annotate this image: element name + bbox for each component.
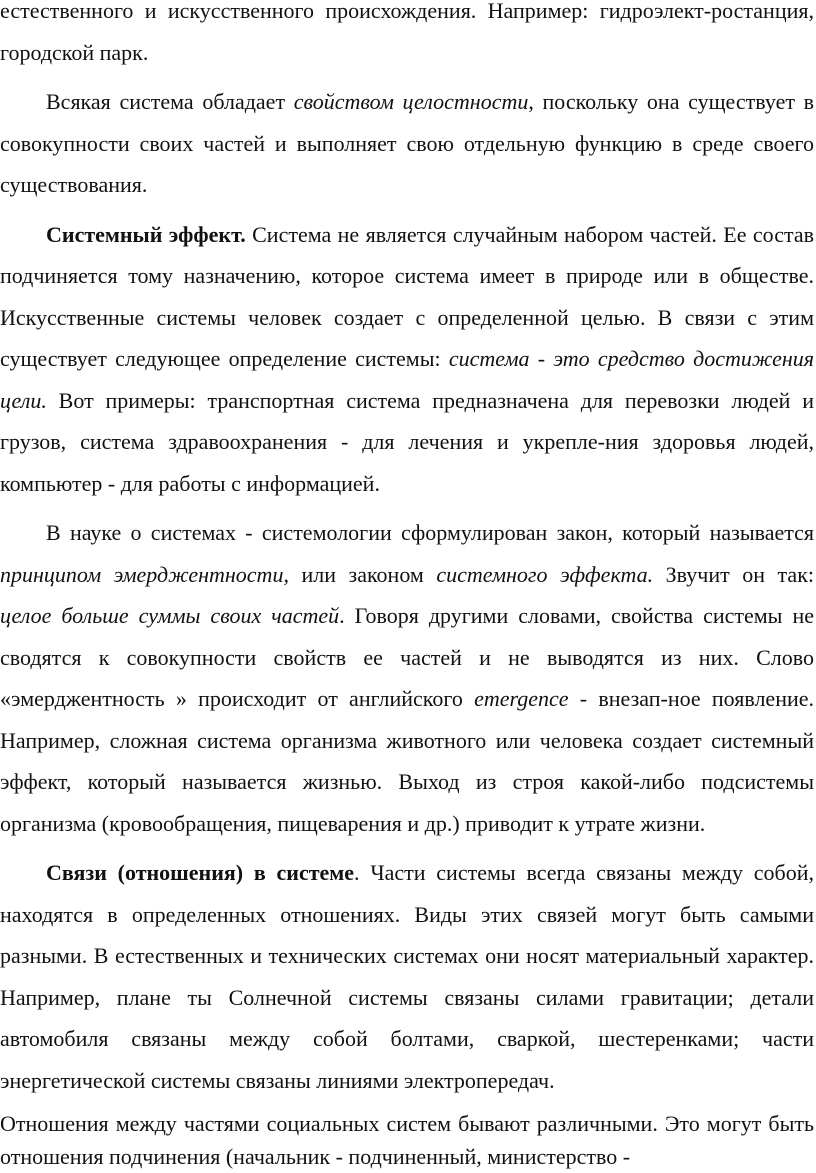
paragraph-1 (0, 0, 814, 73)
paragraph-4-italic-4: emergence (474, 686, 569, 711)
paragraph-4-text-a: В науке о системах - системологии сформулирован закон, который называется (46, 520, 814, 545)
paragraph-5-heading: Связи (отношения) в системе (46, 860, 355, 885)
paragraph-2 (0, 81, 814, 206)
paragraph-4-text-d: . Говоря другими словами, свойства системы не сводятся к совокупности свойств ее частей и не выводятся из них. Слово «эмерджентность » происходит от английского (0, 603, 814, 711)
paragraph-3-text-a: Система не является случайным набором частей. Ее состав подчиняется тому назначению, которое система имеет в природе или в обществе. Искусственные системы человек создает с определенной целью. В связи с этим существует следующее определение системы: (0, 221, 815, 371)
paragraph-6-text: Отношения между частями социальных систем бывают различными. Это могут быть отношения подчинения (начальник - подчиненный, министерство - (0, 1111, 814, 1169)
paragraph-3 (0, 214, 814, 505)
paragraph-5-text-a: . Части системы всегда связаны между собой, находятся в определенных отношениях. Виды этих связей могут быть самыми разными. В естественных и технических системах они носят материальный характер. Например, плане ты Солнечной системы связаны силами гравитации; детали автомобиля связаны между собой болтами, сваркой, шестеренками; части энергетической системы связаны линиями электропередач. (0, 860, 814, 1093)
paragraph-5 (0, 852, 814, 1101)
paragraph-1-text: естественного и искусственного происхождения. Например: гидроэлект-ростанция, городской парк. (0, 0, 814, 65)
paragraph-4-text-c: Звучит он так: (653, 561, 814, 587)
paragraph-3-heading: Системный эффект. (46, 221, 246, 247)
paragraph-4 (0, 512, 814, 844)
paragraph-6 (0, 1107, 814, 1173)
paragraph-4-italic-1: принципом эмерджентности (0, 561, 284, 587)
paragraph-4-text-b: , или законом (283, 561, 437, 587)
paragraph-3-text-b: Вот примеры: транспортная система предназначена для перевозки людей и грузов, система здравоохранения - для лечения и укрепле-ния здоровья людей, компьютер - для работы с информацией. (0, 387, 814, 496)
paragraph-2-text-c: , поскольку она существует в совокупности своих частей и выполняет свою отдельную функцию в среде своего существования. (0, 89, 814, 197)
paragraph-3-italic-definition: система - это средство достижения цели. (0, 346, 814, 413)
paragraph-4-italic-2: системного эффекта. (436, 561, 654, 587)
paragraph-4-italic-3: целое больше суммы своих частей (0, 603, 340, 628)
paragraph-2-italic-term: свойством целостности (293, 89, 529, 114)
paragraph-4-text-e: - внезап-ное появление. Например, сложная система организма животного или человека создает системный эффект, который называется жизнью. Выход из строя какой-либо подсистемы организма (кровообращения, пищеварения и др.) приводит к утрате жизни. (0, 686, 815, 836)
paragraph-2-text-a: Всякая система обладает (46, 89, 294, 114)
